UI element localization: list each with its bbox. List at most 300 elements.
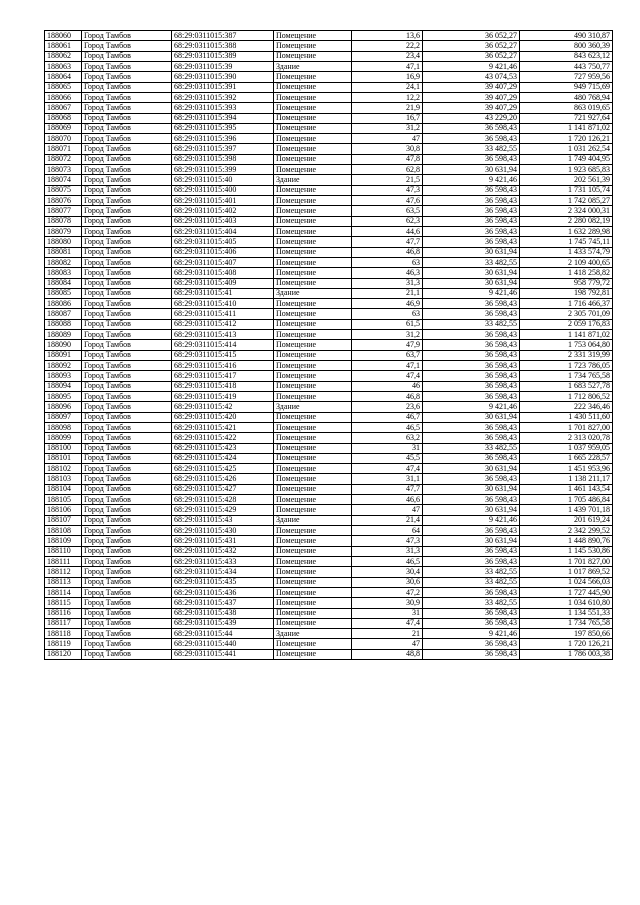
row-number-cell: 188104: [45, 484, 82, 494]
city-cell: Город Тамбов: [82, 371, 172, 381]
area-cell: 47,8: [352, 154, 423, 164]
table-row: [45, 649, 613, 659]
table-row: [45, 257, 613, 267]
cadastral-value-cell: 1 745 745,11: [520, 237, 613, 247]
object-type-cell: Помещение: [274, 237, 352, 247]
cadastral-value-cell: 1 418 258,82: [520, 268, 613, 278]
city-cell: Город Тамбов: [82, 536, 172, 546]
row-number-cell: 188100: [45, 443, 82, 453]
row-number-cell: 188060: [45, 31, 82, 41]
object-type-cell: Помещение: [274, 649, 352, 659]
area-cell: 61,5: [352, 319, 423, 329]
specific-value-cell: 36 598,43: [423, 618, 520, 628]
cadastral-value-cell: 1 683 527,78: [520, 381, 613, 391]
table-row: [45, 526, 613, 536]
specific-value-cell: 36 598,43: [423, 649, 520, 659]
specific-value-cell: 36 598,43: [423, 350, 520, 360]
specific-value-cell: 33 482,55: [423, 577, 520, 587]
area-cell: 23,6: [352, 402, 423, 412]
row-number-cell: 188082: [45, 257, 82, 267]
cadastral-number-cell: 68:29:0311015:420: [172, 412, 274, 422]
area-cell: 63,7: [352, 350, 423, 360]
area-cell: 44,6: [352, 226, 423, 236]
object-type-cell: Помещение: [274, 567, 352, 577]
cadastral-value-cell: 1 141 871,02: [520, 123, 613, 133]
specific-value-cell: 39 407,29: [423, 92, 520, 102]
city-cell: Город Тамбов: [82, 598, 172, 608]
specific-value-cell: 36 598,43: [423, 206, 520, 216]
area-cell: 47,9: [352, 340, 423, 350]
cadastral-value-cell: 1 753 064,80: [520, 340, 613, 350]
row-number-cell: 188101: [45, 453, 82, 463]
table-row: [45, 495, 613, 505]
specific-value-cell: 30 631,94: [423, 464, 520, 474]
table-row: [45, 464, 613, 474]
specific-value-cell: 36 598,43: [423, 391, 520, 401]
cadastral-number-cell: 68:29:0311015:44: [172, 629, 274, 639]
area-cell: 46,5: [352, 422, 423, 432]
object-type-cell: Помещение: [274, 82, 352, 92]
object-type-cell: Помещение: [274, 577, 352, 587]
area-cell: 30,9: [352, 598, 423, 608]
city-cell: Город Тамбов: [82, 515, 172, 525]
cadastral-number-cell: 68:29:0311015:394: [172, 113, 274, 123]
row-number-cell: 188108: [45, 526, 82, 536]
cadastral-number-cell: 68:29:0311015:397: [172, 144, 274, 154]
table-row: [45, 474, 613, 484]
row-number-cell: 188093: [45, 371, 82, 381]
city-cell: Город Тамбов: [82, 134, 172, 144]
area-cell: 30,8: [352, 144, 423, 154]
row-number-cell: 188120: [45, 649, 82, 659]
table-row: [45, 391, 613, 401]
specific-value-cell: 36 598,43: [423, 422, 520, 432]
city-cell: Город Тамбов: [82, 165, 172, 175]
city-cell: Город Тамбов: [82, 330, 172, 340]
cadastral-number-cell: 68:29:0311015:387: [172, 31, 274, 41]
row-number-cell: 188087: [45, 309, 82, 319]
city-cell: Город Тамбов: [82, 484, 172, 494]
cadastral-value-cell: 1 134 551,33: [520, 608, 613, 618]
specific-value-cell: 36 052,27: [423, 51, 520, 61]
cadastral-value-cell: 1 632 289,98: [520, 226, 613, 236]
cadastral-value-cell: 1 145 530,86: [520, 546, 613, 556]
object-type-cell: Помещение: [274, 72, 352, 82]
row-number-cell: 188069: [45, 123, 82, 133]
cadastral-value-cell: 1 430 511,60: [520, 412, 613, 422]
object-type-cell: Помещение: [274, 226, 352, 236]
cadastral-value-cell: 1 034 610,80: [520, 598, 613, 608]
cadastral-value-cell: 863 019,65: [520, 103, 613, 113]
city-cell: Город Тамбов: [82, 206, 172, 216]
cadastral-number-cell: 68:29:0311015:405: [172, 237, 274, 247]
cadastral-number-cell: 68:29:0311015:413: [172, 330, 274, 340]
city-cell: Город Тамбов: [82, 391, 172, 401]
row-number-cell: 188089: [45, 330, 82, 340]
row-number-cell: 188119: [45, 639, 82, 649]
cadastral-value-cell: 222 346,46: [520, 402, 613, 412]
specific-value-cell: 36 598,43: [423, 371, 520, 381]
cadastral-number-cell: 68:29:0311015:390: [172, 72, 274, 82]
cadastral-value-cell: 198 792,81: [520, 288, 613, 298]
city-cell: Город Тамбов: [82, 92, 172, 102]
area-cell: 13,6: [352, 31, 423, 41]
specific-value-cell: 36 598,43: [423, 433, 520, 443]
row-number-cell: 188085: [45, 288, 82, 298]
cadastral-number-cell: 68:29:0311015:412: [172, 319, 274, 329]
area-cell: 46,3: [352, 268, 423, 278]
specific-value-cell: 39 407,29: [423, 103, 520, 113]
specific-value-cell: 30 631,94: [423, 165, 520, 175]
row-number-cell: 188061: [45, 41, 82, 51]
row-number-cell: 188099: [45, 433, 82, 443]
specific-value-cell: 9 421,46: [423, 175, 520, 185]
object-type-cell: Помещение: [274, 51, 352, 61]
city-cell: Город Тамбов: [82, 247, 172, 257]
specific-value-cell: 36 598,43: [423, 587, 520, 597]
area-cell: 16,7: [352, 113, 423, 123]
table-row: [45, 103, 613, 113]
row-number-cell: 188094: [45, 381, 82, 391]
specific-value-cell: 36 052,27: [423, 31, 520, 41]
cadastral-value-cell: 197 850,66: [520, 629, 613, 639]
cadastral-number-cell: 68:29:0311015:418: [172, 381, 274, 391]
row-number-cell: 188114: [45, 587, 82, 597]
table-row: [45, 51, 613, 61]
object-type-cell: Помещение: [274, 185, 352, 195]
table-row: [45, 330, 613, 340]
area-cell: 12,2: [352, 92, 423, 102]
cadastral-value-cell: 1 720 126,21: [520, 639, 613, 649]
specific-value-cell: 33 482,55: [423, 443, 520, 453]
area-cell: 62,3: [352, 216, 423, 226]
object-type-cell: Помещение: [274, 526, 352, 536]
row-number-cell: 188073: [45, 165, 82, 175]
city-cell: Город Тамбов: [82, 443, 172, 453]
table-row: [45, 505, 613, 515]
cadastral-number-cell: 68:29:0311015:393: [172, 103, 274, 113]
row-number-cell: 188062: [45, 51, 82, 61]
table-row: [45, 484, 613, 494]
table-row: [45, 629, 613, 639]
city-cell: Город Тамбов: [82, 196, 172, 206]
cadastral-value-cell: 201 619,24: [520, 515, 613, 525]
cadastral-number-cell: 68:29:0311015:396: [172, 134, 274, 144]
cadastral-value-cell: 843 623,12: [520, 51, 613, 61]
cadastral-value-cell: 1 716 466,37: [520, 299, 613, 309]
specific-value-cell: 30 631,94: [423, 536, 520, 546]
city-cell: Город Тамбов: [82, 61, 172, 71]
specific-value-cell: 30 631,94: [423, 505, 520, 515]
row-number-cell: 188105: [45, 495, 82, 505]
specific-value-cell: 36 598,43: [423, 134, 520, 144]
row-number-cell: 188103: [45, 474, 82, 484]
cadastral-number-cell: 68:29:0311015:438: [172, 608, 274, 618]
object-type-cell: Помещение: [274, 268, 352, 278]
cadastral-number-cell: 68:29:0311015:402: [172, 206, 274, 216]
specific-value-cell: 36 598,43: [423, 123, 520, 133]
city-cell: Город Тамбов: [82, 453, 172, 463]
cadastral-number-cell: 68:29:0311015:427: [172, 484, 274, 494]
object-type-cell: Здание: [274, 288, 352, 298]
cadastral-value-cell: 1 712 806,52: [520, 391, 613, 401]
table-row: [45, 165, 613, 175]
cadastral-value-cell: 1 665 228,57: [520, 453, 613, 463]
cadastral-number-cell: 68:29:0311015:392: [172, 92, 274, 102]
area-cell: 47,1: [352, 61, 423, 71]
specific-value-cell: 36 598,43: [423, 381, 520, 391]
object-type-cell: Помещение: [274, 474, 352, 484]
cadastral-number-cell: 68:29:0311015:403: [172, 216, 274, 226]
row-number-cell: 188064: [45, 72, 82, 82]
specific-value-cell: 36 052,27: [423, 41, 520, 51]
specific-value-cell: 33 482,55: [423, 257, 520, 267]
city-cell: Город Тамбов: [82, 505, 172, 515]
cadastral-value-cell: 958 779,72: [520, 278, 613, 288]
specific-value-cell: 9 421,46: [423, 288, 520, 298]
object-type-cell: Помещение: [274, 422, 352, 432]
row-number-cell: 188090: [45, 340, 82, 350]
specific-value-cell: 9 421,46: [423, 61, 520, 71]
specific-value-cell: 30 631,94: [423, 412, 520, 422]
city-cell: Город Тамбов: [82, 226, 172, 236]
table-row: [45, 82, 613, 92]
cadastral-value-cell: 721 927,64: [520, 113, 613, 123]
object-type-cell: Помещение: [274, 639, 352, 649]
area-cell: 30,6: [352, 577, 423, 587]
table-row: [45, 247, 613, 257]
cadastral-number-cell: 68:29:0311015:424: [172, 453, 274, 463]
row-number-cell: 188098: [45, 422, 82, 432]
object-type-cell: Помещение: [274, 505, 352, 515]
specific-value-cell: 36 598,43: [423, 546, 520, 556]
cadastral-number-cell: 68:29:0311015:406: [172, 247, 274, 257]
specific-value-cell: 36 598,43: [423, 474, 520, 484]
table-row: [45, 72, 613, 82]
row-number-cell: 188115: [45, 598, 82, 608]
city-cell: Город Тамбов: [82, 72, 172, 82]
city-cell: Город Тамбов: [82, 577, 172, 587]
row-number-cell: 188072: [45, 154, 82, 164]
cadastral-number-cell: 68:29:0311015:409: [172, 278, 274, 288]
cadastral-value-cell: 2 059 176,83: [520, 319, 613, 329]
object-type-cell: Здание: [274, 175, 352, 185]
object-type-cell: Помещение: [274, 41, 352, 51]
cadastral-number-cell: 68:29:0311015:436: [172, 587, 274, 597]
object-type-cell: Помещение: [274, 464, 352, 474]
row-number-cell: 188117: [45, 618, 82, 628]
row-number-cell: 188063: [45, 61, 82, 71]
object-type-cell: Помещение: [274, 330, 352, 340]
area-cell: 47: [352, 639, 423, 649]
area-cell: 63: [352, 309, 423, 319]
object-type-cell: Помещение: [274, 257, 352, 267]
area-cell: 46,5: [352, 556, 423, 566]
table-row: [45, 350, 613, 360]
row-number-cell: 188112: [45, 567, 82, 577]
object-type-cell: Помещение: [274, 587, 352, 597]
city-cell: Город Тамбов: [82, 175, 172, 185]
city-cell: Город Тамбов: [82, 154, 172, 164]
city-cell: Город Тамбов: [82, 649, 172, 659]
specific-value-cell: 36 598,43: [423, 237, 520, 247]
cadastral-number-cell: 68:29:0311015:422: [172, 433, 274, 443]
city-cell: Город Тамбов: [82, 278, 172, 288]
table-row: [45, 113, 613, 123]
table-row: [45, 536, 613, 546]
table-body: [45, 31, 613, 660]
object-type-cell: Помещение: [274, 299, 352, 309]
cadastral-number-cell: 68:29:0311015:401: [172, 196, 274, 206]
row-number-cell: 188097: [45, 412, 82, 422]
cadastral-number-cell: 68:29:0311015:416: [172, 361, 274, 371]
row-number-cell: 188083: [45, 268, 82, 278]
row-number-cell: 188091: [45, 350, 82, 360]
specific-value-cell: 30 631,94: [423, 268, 520, 278]
city-cell: Город Тамбов: [82, 474, 172, 484]
table-row: [45, 371, 613, 381]
area-cell: 48,8: [352, 649, 423, 659]
table-row: [45, 453, 613, 463]
area-cell: 62,8: [352, 165, 423, 175]
cadastral-value-cell: 2 342 299,52: [520, 526, 613, 536]
object-type-cell: Помещение: [274, 154, 352, 164]
city-cell: Город Тамбов: [82, 546, 172, 556]
row-number-cell: 188116: [45, 608, 82, 618]
object-type-cell: Помещение: [274, 165, 352, 175]
table-row: [45, 381, 613, 391]
cadastral-number-cell: 68:29:0311015:404: [172, 226, 274, 236]
city-cell: Город Тамбов: [82, 41, 172, 51]
area-cell: 63: [352, 257, 423, 267]
cadastral-number-cell: 68:29:0311015:421: [172, 422, 274, 432]
area-cell: 46,9: [352, 299, 423, 309]
city-cell: Город Тамбов: [82, 608, 172, 618]
area-cell: 22,2: [352, 41, 423, 51]
table-row: [45, 361, 613, 371]
city-cell: Город Тамбов: [82, 31, 172, 41]
cadastral-value-cell: 1 031 262,54: [520, 144, 613, 154]
area-cell: 30,4: [352, 567, 423, 577]
row-number-cell: 188079: [45, 226, 82, 236]
specific-value-cell: 30 631,94: [423, 247, 520, 257]
row-number-cell: 188107: [45, 515, 82, 525]
cadastral-value-cell: 2 331 319,99: [520, 350, 613, 360]
row-number-cell: 188084: [45, 278, 82, 288]
table-row: [45, 546, 613, 556]
cadastral-number-cell: 68:29:0311015:388: [172, 41, 274, 51]
city-cell: Город Тамбов: [82, 618, 172, 628]
cadastral-value-cell: 1 742 085,27: [520, 196, 613, 206]
specific-value-cell: 30 631,94: [423, 278, 520, 288]
table-row: [45, 41, 613, 51]
city-cell: Город Тамбов: [82, 299, 172, 309]
cadastral-value-cell: 2 280 082,19: [520, 216, 613, 226]
object-type-cell: Помещение: [274, 113, 352, 123]
city-cell: Город Тамбов: [82, 216, 172, 226]
table-row: [45, 556, 613, 566]
object-type-cell: Помещение: [274, 381, 352, 391]
table-row: [45, 608, 613, 618]
object-type-cell: Здание: [274, 629, 352, 639]
row-number-cell: 188113: [45, 577, 82, 587]
object-type-cell: Помещение: [274, 278, 352, 288]
table-row: [45, 639, 613, 649]
row-number-cell: 188110: [45, 546, 82, 556]
area-cell: 21: [352, 629, 423, 639]
table-row: [45, 577, 613, 587]
table-row: [45, 309, 613, 319]
specific-value-cell: 36 598,43: [423, 154, 520, 164]
area-cell: 16,9: [352, 72, 423, 82]
object-type-cell: Помещение: [274, 134, 352, 144]
row-number-cell: 188074: [45, 175, 82, 185]
city-cell: Город Тамбов: [82, 309, 172, 319]
object-type-cell: Помещение: [274, 453, 352, 463]
object-type-cell: Помещение: [274, 433, 352, 443]
object-type-cell: Помещение: [274, 196, 352, 206]
area-cell: 47,3: [352, 536, 423, 546]
cadastral-number-cell: 68:29:0311015:428: [172, 495, 274, 505]
object-type-cell: Помещение: [274, 309, 352, 319]
table-row: [45, 278, 613, 288]
table-row: [45, 587, 613, 597]
cadastral-value-cell: 1 923 685,83: [520, 165, 613, 175]
area-cell: 31,3: [352, 546, 423, 556]
cadastral-number-cell: 68:29:0311015:395: [172, 123, 274, 133]
specific-value-cell: 33 482,55: [423, 319, 520, 329]
city-cell: Город Тамбов: [82, 103, 172, 113]
cadastral-number-cell: 68:29:0311015:414: [172, 340, 274, 350]
row-number-cell: 188096: [45, 402, 82, 412]
cadastral-value-cell: 443 750,77: [520, 61, 613, 71]
table-row: [45, 61, 613, 71]
cadastral-number-cell: 68:29:0311015:389: [172, 51, 274, 61]
city-cell: Город Тамбов: [82, 82, 172, 92]
cadastral-number-cell: 68:29:0311015:437: [172, 598, 274, 608]
area-cell: 45,5: [352, 453, 423, 463]
object-type-cell: Помещение: [274, 556, 352, 566]
city-cell: Город Тамбов: [82, 361, 172, 371]
cadastral-number-cell: 68:29:0311015:400: [172, 185, 274, 195]
row-number-cell: 188070: [45, 134, 82, 144]
area-cell: 46,8: [352, 391, 423, 401]
table-row: [45, 443, 613, 453]
cadastral-value-cell: 1 451 953,96: [520, 464, 613, 474]
cadastral-value-cell: 202 561,39: [520, 175, 613, 185]
object-type-cell: Помещение: [274, 536, 352, 546]
row-number-cell: 188076: [45, 196, 82, 206]
cadastral-number-cell: 68:29:0311015:434: [172, 567, 274, 577]
cadastral-value-cell: 1 705 486,84: [520, 495, 613, 505]
city-cell: Город Тамбов: [82, 526, 172, 536]
specific-value-cell: 36 598,43: [423, 196, 520, 206]
row-number-cell: 188118: [45, 629, 82, 639]
city-cell: Город Тамбов: [82, 464, 172, 474]
table-row: [45, 402, 613, 412]
city-cell: Город Тамбов: [82, 495, 172, 505]
cadastral-value-cell: 1 439 701,18: [520, 505, 613, 515]
city-cell: Город Тамбов: [82, 257, 172, 267]
object-type-cell: Помещение: [274, 495, 352, 505]
table-row: [45, 175, 613, 185]
cadastral-value-cell: 1 701 827,00: [520, 422, 613, 432]
city-cell: Город Тамбов: [82, 350, 172, 360]
object-type-cell: Здание: [274, 402, 352, 412]
object-type-cell: Помещение: [274, 391, 352, 401]
object-type-cell: Здание: [274, 61, 352, 71]
cadastral-number-cell: 68:29:0311015:410: [172, 299, 274, 309]
